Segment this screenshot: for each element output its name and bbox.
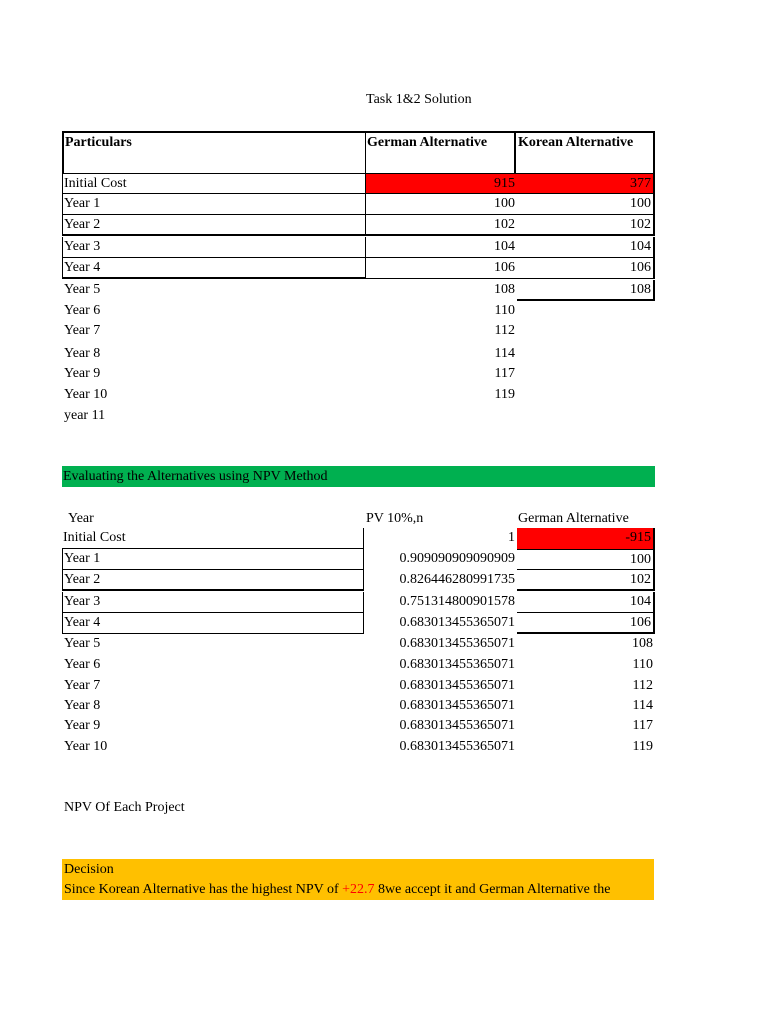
row-label: Year 10 [64, 387, 108, 402]
decision-section [62, 859, 654, 900]
german-value: 915 [366, 173, 517, 194]
page-title: Task 1&2 Solution [366, 92, 472, 107]
row-label: Year 8 [64, 346, 101, 361]
korean-value: 377 [517, 173, 655, 194]
pv-factor: 1 [508, 530, 515, 545]
header-korean: Korean Alternative [516, 131, 655, 173]
german-value: 110 [494, 303, 515, 318]
german-value: 114 [632, 698, 653, 713]
row-label: Year 2 [62, 215, 366, 236]
korean-value: 102 [517, 215, 655, 236]
german-value: 112 [494, 323, 515, 338]
pv-factor: 0.683013455365071 [399, 657, 515, 672]
pv-factor: 0.909090909090909 [399, 551, 515, 566]
header-year: Year [68, 511, 94, 526]
korean-value: 100 [517, 194, 655, 215]
german-value: 117 [632, 718, 653, 733]
pv-factor: 0.751314800901578 [399, 594, 515, 609]
korean-value: 106 [517, 258, 655, 279]
german-value: 117 [494, 366, 515, 381]
header-german: German Alternative [518, 511, 629, 526]
pv-factor: 0.826446280991735 [399, 572, 515, 587]
row-label: Year 7 [64, 323, 101, 338]
header-pv: PV 10%,n [366, 511, 424, 526]
german-value: 106 [366, 258, 517, 279]
row-label: Year 3 [62, 592, 364, 613]
pv-factor: 0.683013455365071 [399, 636, 515, 651]
pv-factor: 0.683013455365071 [399, 718, 515, 733]
row-label: Year 7 [64, 678, 101, 693]
german-value: 119 [632, 739, 653, 754]
decision-highlight: +22.7 [342, 882, 375, 897]
german-value: 104 [366, 237, 517, 258]
german-value: 102 [517, 570, 655, 591]
german-value: 100 [366, 194, 517, 215]
korean-value: 104 [517, 237, 655, 258]
pv-factor: 0.683013455365071 [399, 678, 515, 693]
german-value: -915 [517, 528, 655, 549]
decision-text-after: 8we accept it and German Alternative the [374, 882, 611, 897]
header-german: German Alternative [366, 131, 516, 173]
row-label: Year 6 [64, 657, 101, 672]
npv-method-banner: Evaluating the Alternatives using NPV Method [62, 466, 655, 487]
german-value: 100 [517, 549, 655, 570]
decision-text-before: Since Korean Alternative has the highest NPV of [64, 882, 343, 897]
row-label: Year 3 [62, 237, 366, 258]
pv-factor: 0.683013455365071 [399, 615, 515, 630]
row-label: Year 4 [62, 258, 366, 279]
header-particulars: Particulars [62, 131, 366, 173]
pv-factor: 0.683013455365071 [399, 698, 515, 713]
pv-factor: 0.683013455365071 [399, 739, 515, 754]
row-label: Year 5 [64, 282, 101, 297]
german-value: 110 [632, 657, 653, 672]
row-label: year 11 [64, 408, 106, 423]
row-label: Year 2 [62, 570, 364, 591]
decision-heading: Decision [64, 862, 114, 877]
german-value: 108 [632, 636, 653, 651]
row-label: Year 5 [64, 636, 101, 651]
row-label: Year 9 [64, 718, 101, 733]
korean-value: 108 [517, 280, 655, 301]
german-value: 108 [494, 282, 515, 297]
row-label: Year 6 [64, 303, 101, 318]
row-label: Year 1 [62, 194, 366, 215]
row-label: Year 1 [62, 549, 364, 570]
decision-text [64, 880, 611, 900]
german-value: 119 [494, 387, 515, 402]
npv-each-project-label: NPV Of Each Project [64, 800, 185, 815]
row-label: Initial Cost [62, 173, 366, 194]
german-value: 114 [494, 346, 515, 361]
german-value: 104 [517, 592, 655, 613]
row-label: Year 4 [62, 613, 364, 634]
row-label: Year 10 [64, 739, 108, 754]
row-label: Year 8 [64, 698, 101, 713]
german-value: 112 [632, 678, 653, 693]
row-label: Year 9 [64, 366, 101, 381]
german-value: 102 [366, 215, 517, 236]
german-value: 106 [517, 613, 655, 634]
row-label: Initial Cost [62, 528, 364, 549]
